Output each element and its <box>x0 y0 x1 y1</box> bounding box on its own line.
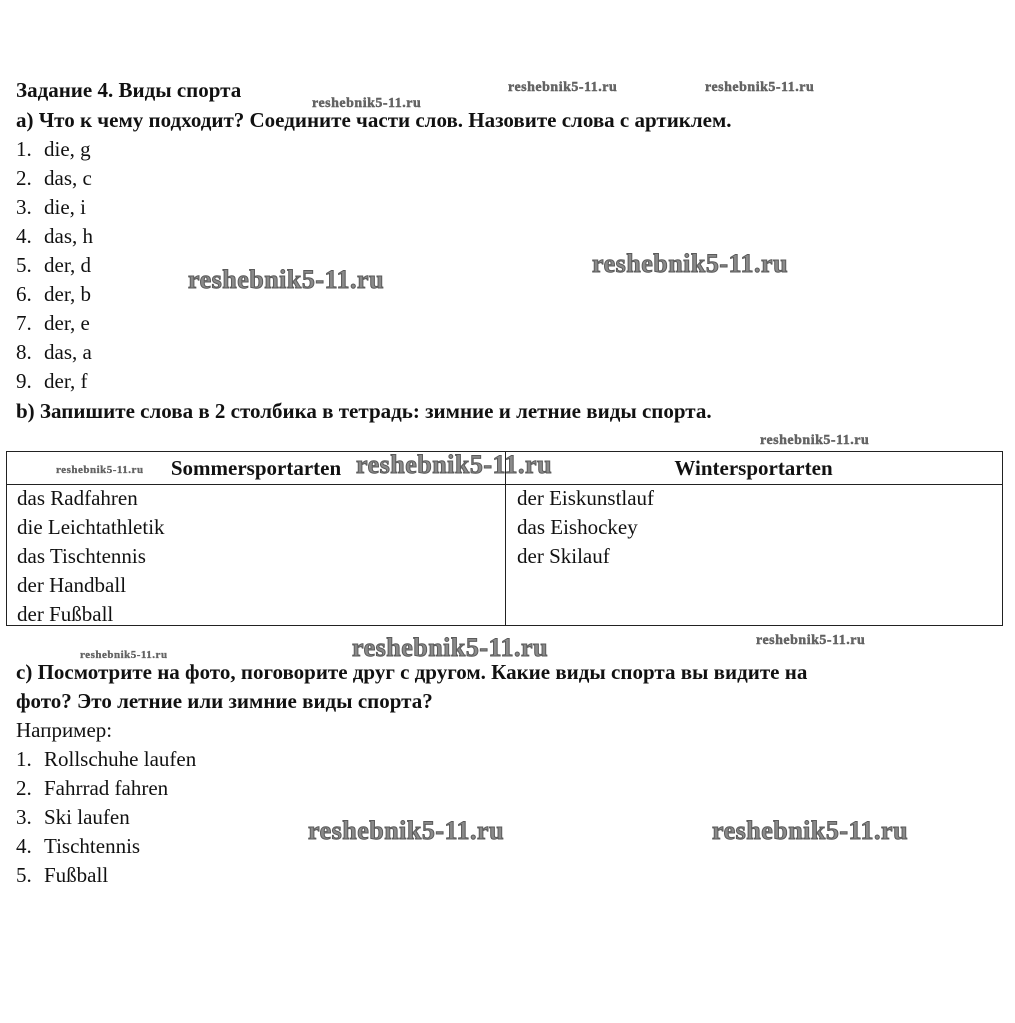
item-text: Tischtennis <box>44 834 141 858</box>
list-item: das Radfahren <box>17 486 138 510</box>
item-number: 3. <box>16 805 32 829</box>
part-c-item-4 <box>16 834 140 858</box>
watermark: reshebnik5-11.ru <box>80 649 168 661</box>
part-a-item-3 <box>16 195 86 219</box>
watermark: reshebnik5-11.ru <box>56 464 144 476</box>
item-text: das, a <box>44 340 92 364</box>
item-number: 4. <box>16 224 32 248</box>
item-number: 1. <box>16 137 32 161</box>
part-a-item-2 <box>16 166 92 190</box>
summer-sports-list <box>17 484 165 629</box>
item-text: die, i <box>44 195 86 219</box>
watermark: reshebnik5-11.ru <box>352 633 549 662</box>
item-number: 4. <box>16 834 32 858</box>
part-a-item-7 <box>16 311 90 335</box>
watermark: reshebnik5-11.ru <box>356 450 553 479</box>
part-a-item-5 <box>16 253 91 277</box>
item-number: 7. <box>16 311 32 335</box>
list-item: der Handball <box>17 573 127 597</box>
watermark: reshebnik5-11.ru <box>705 80 815 95</box>
sports-table <box>6 451 1003 626</box>
watermark: reshebnik5-11.ru <box>308 816 505 845</box>
watermark: reshebnik5-11.ru <box>188 265 385 294</box>
part-a-item-9 <box>16 369 87 393</box>
item-number: 8. <box>16 340 32 364</box>
item-text: der, e <box>44 311 90 335</box>
item-number: 5. <box>16 863 32 887</box>
list-item: der Eiskunstlauf <box>517 486 655 510</box>
watermark: reshebnik5-11.ru <box>760 433 870 448</box>
part-a-item-6 <box>16 282 91 306</box>
part-b-heading: b) Запишите слова в 2 столбика в тетрадь: зимние и летние виды спорта. <box>16 399 712 423</box>
list-item: die Leichtathletik <box>17 515 165 539</box>
part-a-heading: a) Что к чему подходит? Соедините части слов. Назовите слова с артиклем. <box>16 108 732 132</box>
item-number: 1. <box>16 747 32 771</box>
item-number: 6. <box>16 282 32 306</box>
part-c-item-2 <box>16 776 168 800</box>
header-summer-sports: Sommersportarten <box>170 456 342 480</box>
item-text: der, f <box>44 369 88 393</box>
watermark: reshebnik5-11.ru <box>756 633 866 648</box>
list-item: das Tischtennis <box>17 544 146 568</box>
part-c-heading-line1: c) Посмотрите на фото, поговорите друг с другом. Какие виды спорта вы видите на <box>16 660 808 684</box>
item-text: Fußball <box>44 863 109 887</box>
watermark: reshebnik5-11.ru <box>312 96 422 111</box>
watermark: reshebnik5-11.ru <box>592 249 789 278</box>
part-c-heading-line2: фото? Это летние или зимние виды спорта? <box>16 689 433 713</box>
header-winter-sports: Wintersportarten <box>674 456 833 480</box>
part-a-item-1 <box>16 137 91 161</box>
part-a-item-8 <box>16 340 92 364</box>
part-c-item-3 <box>16 805 130 829</box>
watermark: reshebnik5-11.ru <box>508 80 618 95</box>
item-text: der, d <box>44 253 91 277</box>
item-number: 9. <box>16 369 32 393</box>
part-c-item-1 <box>16 747 196 771</box>
item-text: Rollschuhe laufen <box>44 747 197 771</box>
item-number: 5. <box>16 253 32 277</box>
example-label: Например: <box>16 718 113 742</box>
item-text: die, g <box>44 137 91 161</box>
item-text: Fahrrad fahren <box>44 776 169 800</box>
task-title: Задание 4. Виды спорта <box>16 78 242 102</box>
watermark: reshebnik5-11.ru <box>712 816 909 845</box>
item-text: Ski laufen <box>44 805 130 829</box>
part-a-item-4 <box>16 224 93 248</box>
part-c-item-5 <box>16 863 108 887</box>
list-item: das Eishockey <box>517 515 638 539</box>
item-text: das, c <box>44 166 92 190</box>
item-number: 3. <box>16 195 32 219</box>
list-item: der Fußball <box>17 602 114 626</box>
item-number: 2. <box>16 166 32 190</box>
item-text: der, b <box>44 282 91 306</box>
item-text: das, h <box>44 224 93 248</box>
item-number: 2. <box>16 776 32 800</box>
list-item: der Skilauf <box>517 544 610 568</box>
winter-sports-list <box>517 484 654 571</box>
